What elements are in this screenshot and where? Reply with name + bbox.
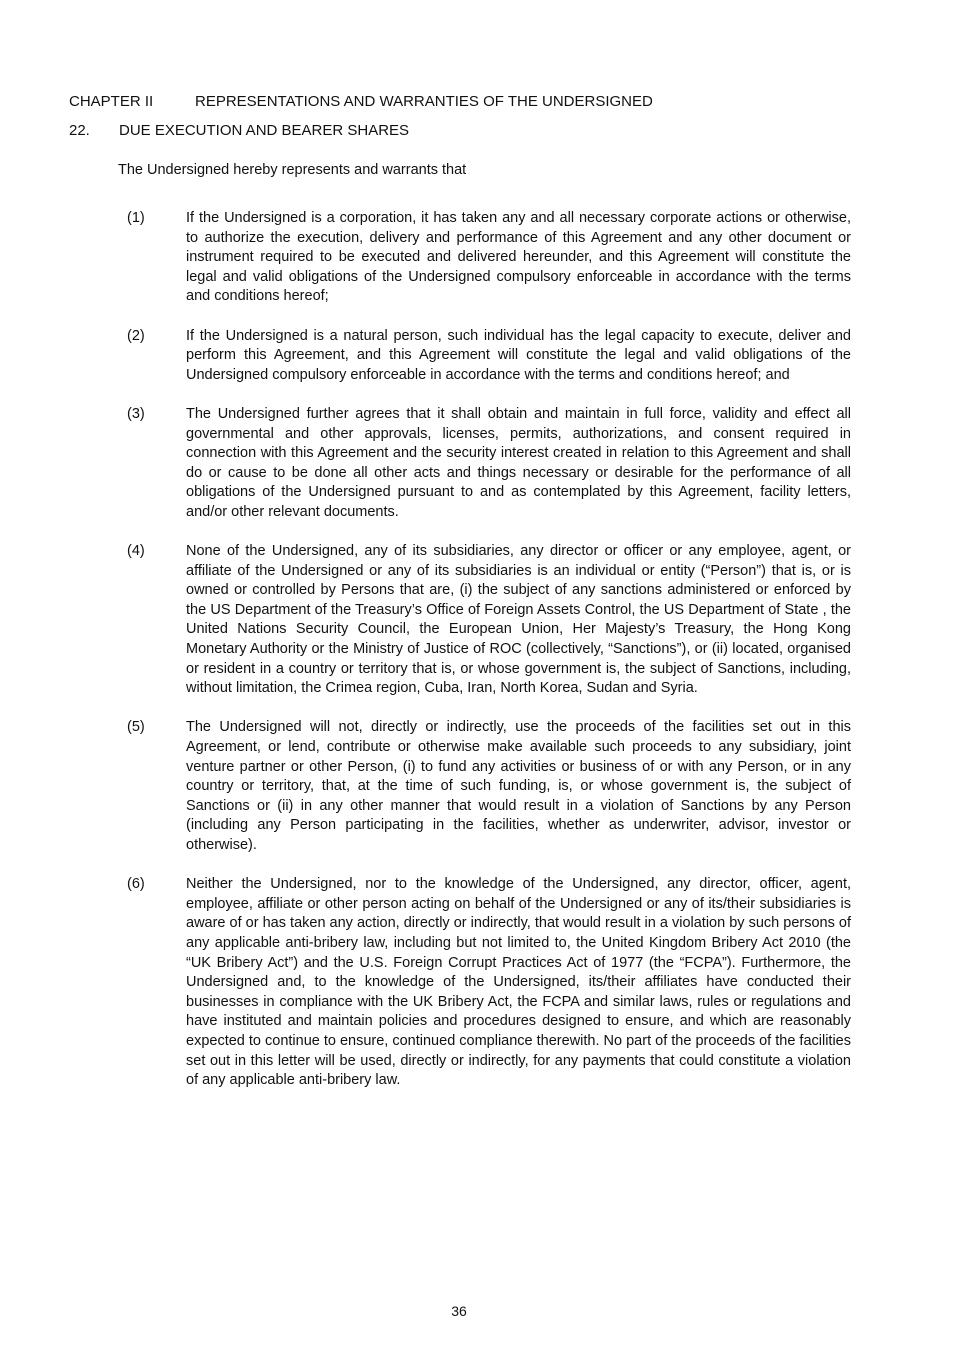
clause-text: The Undersigned further agrees that it shall obtain and maintain in full force, validity and effect all governmental and other approvals, licenses, permits, authorizations, and consent required in connection with this Agreement and the security interest created in relation to this Agreement and shall do or cause to be done all other acts and things necessary or desirable for the performance of all obligations of the Undersigned pursuant to and as contemplated by this Agreement, facility letters, and/or other relevant documents. bbox=[186, 405, 851, 520]
clause-number: (2) bbox=[127, 327, 145, 344]
clause-item-3 bbox=[127, 405, 851, 523]
chapter-heading bbox=[69, 93, 653, 111]
clause-number: (4) bbox=[127, 543, 145, 560]
clause-number: (5) bbox=[127, 719, 145, 736]
clause-item-1 bbox=[127, 209, 851, 307]
clause-item-4 bbox=[127, 542, 851, 699]
clause-text: Neither the Undersigned, nor to the knowledge of the Undersigned, any director, officer, agent, employee, affiliate or other person acting on behalf of the Undersigned or any of its/their subsidiaries is aware of or has taken any action, directly or indirectly, that would result in a violation by such persons of any applicable anti-bribery law, including but not limited to, the United Kingdom Bribery Act 2010 (the “UK Bribery Act”) and the U.S. Foreign Corrupt Practices Act of 1977 (the “FCPA”). Furthermore, the Undersigned and, to the knowledge of the Undersigned, its/their affiliates have conducted their businesses in compliance with the UK Bribery Act, the FCPA and similar laws, rules or regulations and have instituted and maintain policies and procedures designed to ensure, and which are reasonably expected to continue to ensure, continued compliance therewith. No part of the proceeds of the facilities set out in this letter will be used, directly or indirectly, for any payments that could constitute a violation of any applicable anti-bribery law. bbox=[186, 876, 851, 1089]
section-title: DUE EXECUTION AND BEARER SHARES bbox=[119, 122, 410, 139]
clause-list bbox=[127, 209, 851, 1110]
clause-item-5 bbox=[127, 718, 851, 855]
clause-text: If the Undersigned is a corporation, it has taken any and all necessary corporate actions or otherwise, to authorize the execution, delivery and performance of this Agreement and any other document or instrument required to be executed and delivered hereunder, and this Agreement will constitute the legal and valid obligations of the Undersigned compulsory enforceable in accordance with the terms and conditions hereof; bbox=[186, 210, 851, 305]
clause-number: (1) bbox=[127, 210, 145, 226]
chapter-label: CHAPTER II bbox=[69, 93, 154, 110]
clause-text: If the Undersigned is a natural person, such individual has the legal capacity to execute, deliver and perform this Agreement, and this Agreement will constitute the legal and valid obligations of the Undersigned compulsory enforceable in accordance with the terms and conditions hereof; and bbox=[186, 327, 851, 383]
clause-text: The Undersigned will not, directly or indirectly, use the proceeds of the facilities set out in this Agreement, or lend, contribute or otherwise make available such proceeds to any subsidiary, joint venture partner or other Person, (i) to fund any activities or business of or with any Person, or in any country or territory, that, at the time of such funding, is, or whose government is, the subject of Sanctions or (ii) in any other manner that would result in a violation of Sanctions by any Person (including any Person participating in the facilities, whether as underwriter, advisor, investor or otherwise). bbox=[186, 719, 851, 853]
clause-item-2 bbox=[127, 327, 851, 386]
page-number: 36 bbox=[451, 1303, 467, 1319]
clause-number: (6) bbox=[127, 876, 145, 893]
intro-paragraph: The Undersigned hereby represents and warrants that bbox=[118, 162, 467, 178]
clause-item-6 bbox=[127, 875, 851, 1091]
section-heading bbox=[69, 122, 409, 140]
clause-text: None of the Undersigned, any of its subsidiaries, any director or officer or any employee, agent, or affiliate of the Undersigned or any of its subsidiaries is an individual or entity (“Person”) that is, or is owned or controlled by Persons that are, (i) the subject of any sanctions administered or enforced by the US Department of the Treasury’s Office of Foreign Assets Control, the US Department of State , the United Nations Security Council, the European Union, Her Majesty’s Treasury, the Hong Kong Monetary Authority or the Ministry of Justice of ROC (collectively, “Sanctions”), or (ii) located, organised or resident in a country or territory that is, or whose government is, the subject of Sanctions, including, without limitation, the Crimea region, Cuba, Iran, North Korea, Sudan and Syria. bbox=[186, 543, 851, 697]
clause-number: (3) bbox=[127, 405, 145, 422]
section-number: 22. bbox=[69, 122, 90, 139]
chapter-title: REPRESENTATIONS AND WARRANTIES OF THE UNDERSIGNED bbox=[195, 93, 653, 110]
